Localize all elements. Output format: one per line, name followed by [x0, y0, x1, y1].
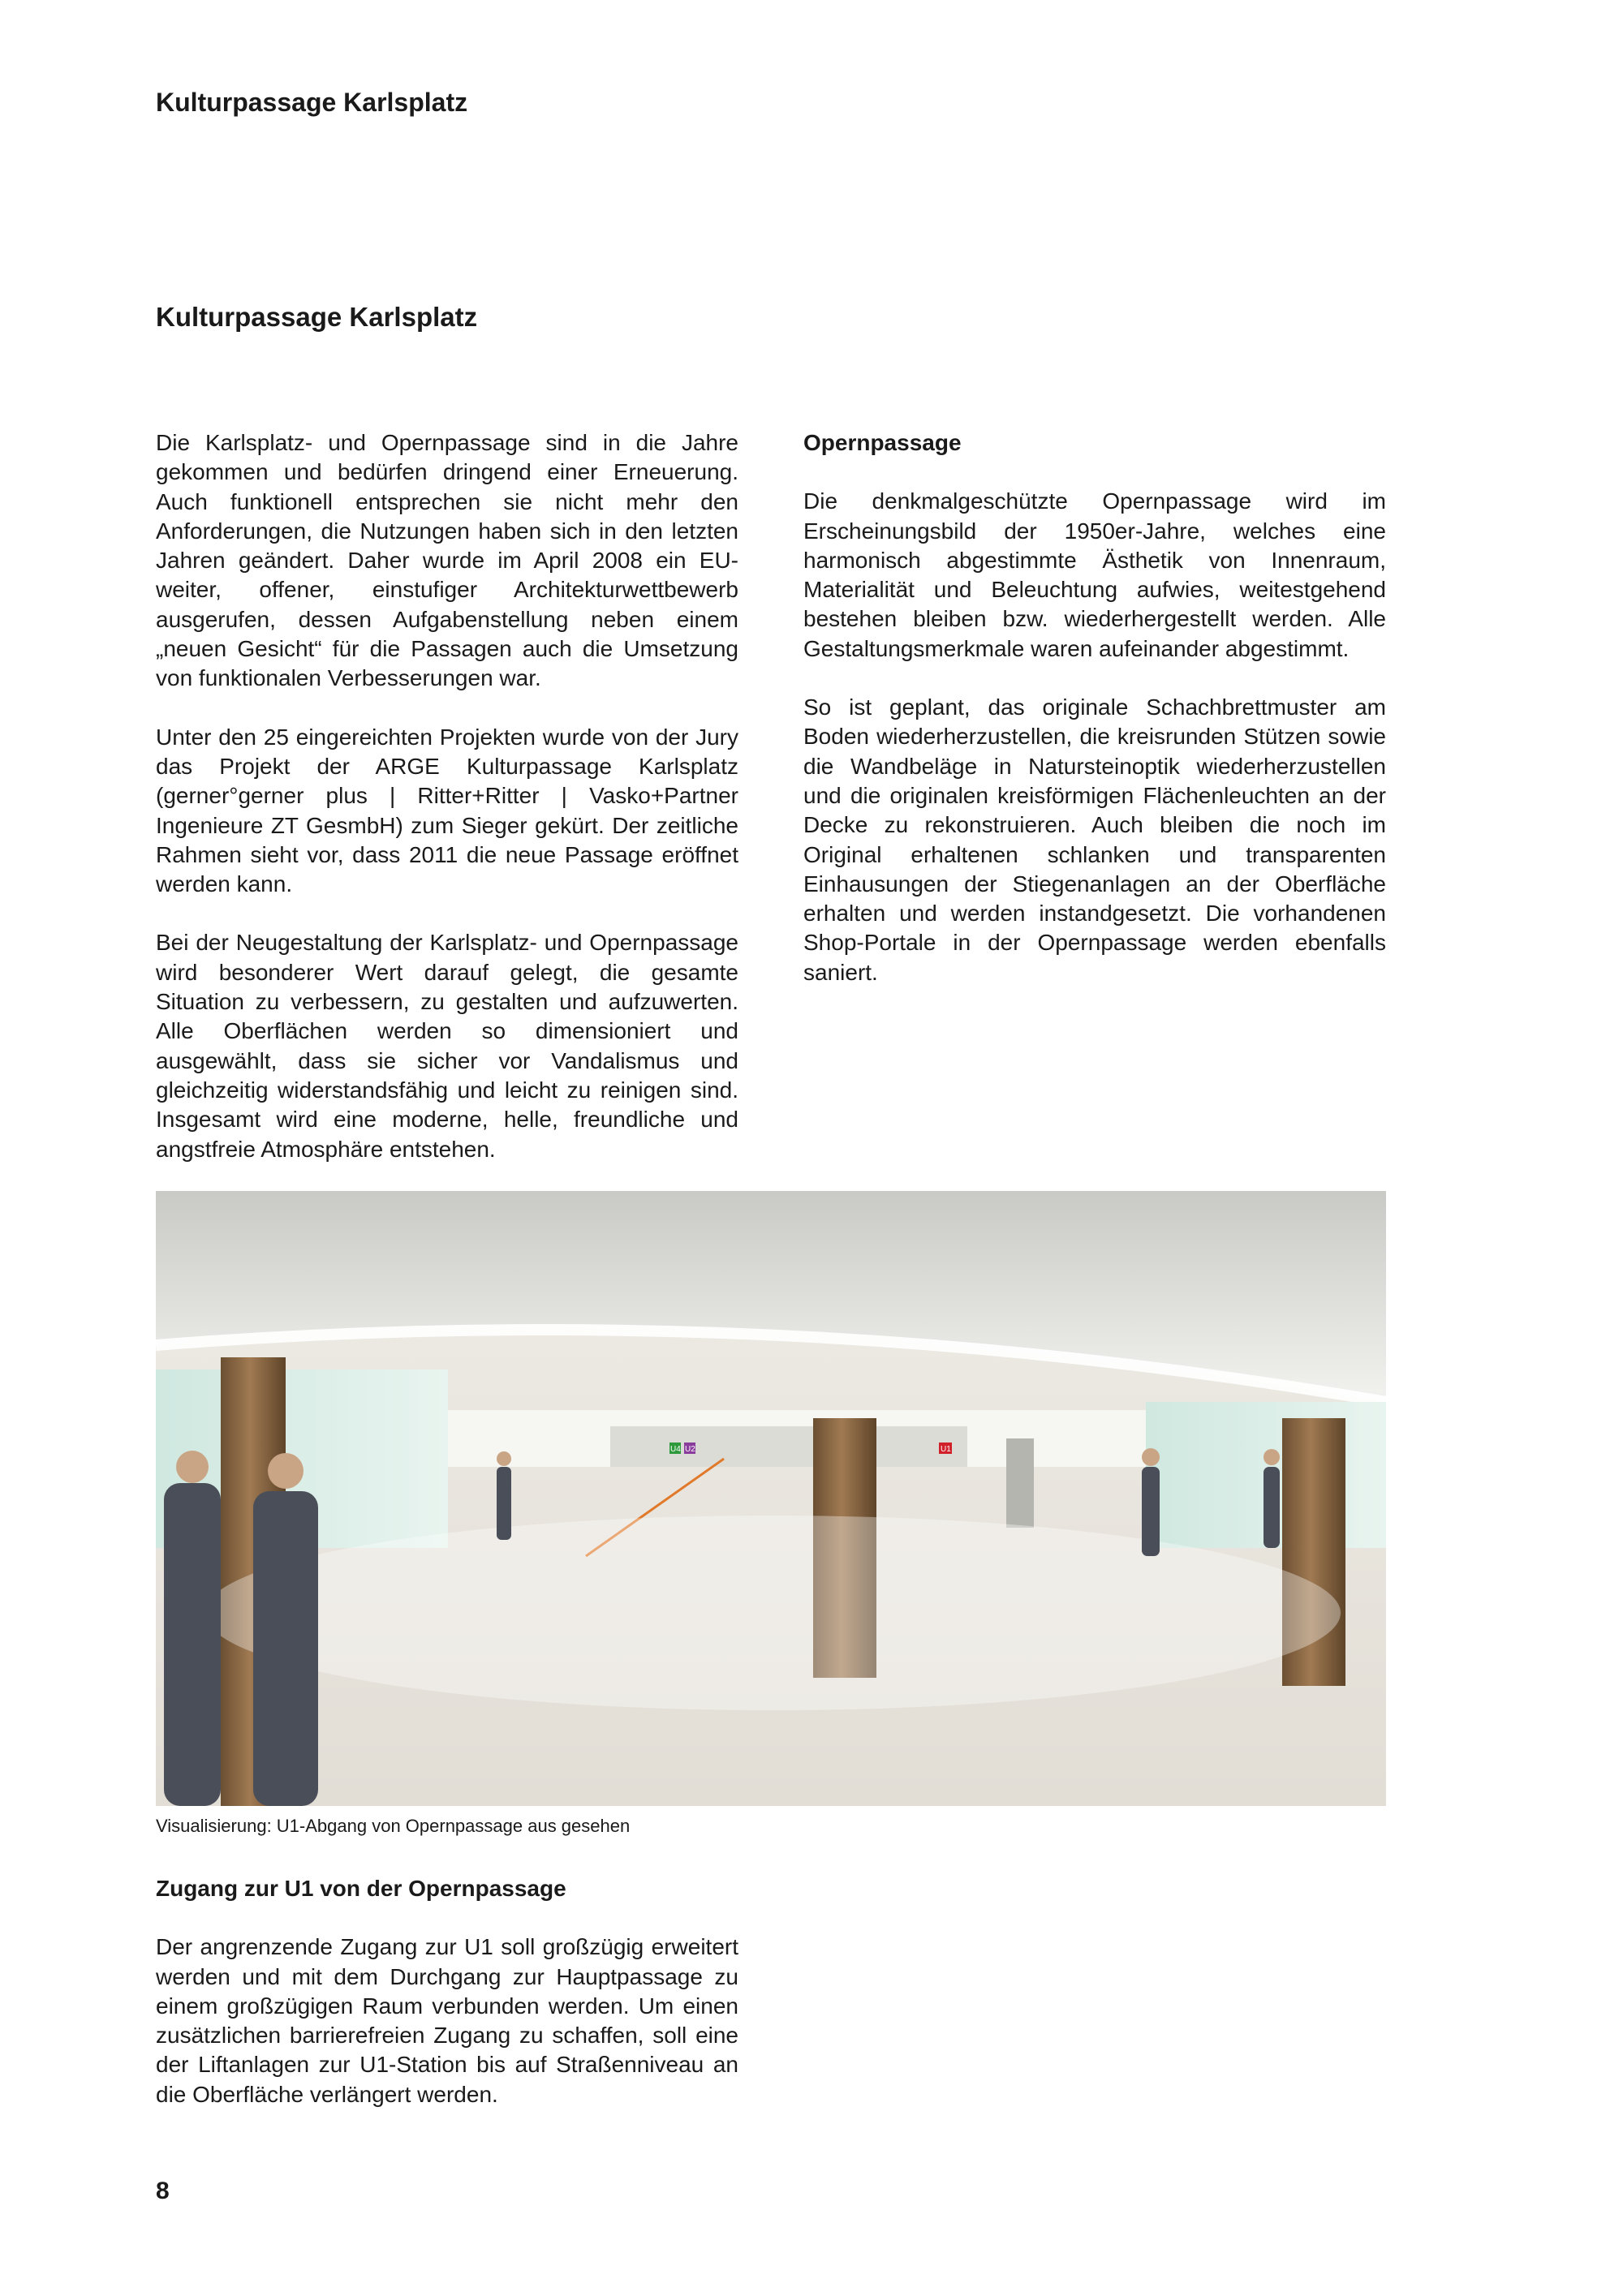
- u1-sign: U1: [941, 1445, 951, 1454]
- paragraph: Die Karlsplatz- und Opernpassage sind in die Jahre gekommen und bedürfen dringend einer Erneuerung. Auch funktionell entsprechen sie nicht mehr den Anforderungen, die Nutzungen haben sich in den letzten Jahren geändert. Daher wurde im April 2008 ein EU-weiter, offener, einstufiger Architekturwettbewerb ausgerufen, dessen Aufgabenstellung neben einem „neuen Gesicht“ für die Passagen auch die Umsetzung von funktionalen Verbesserungen war.: [156, 430, 738, 691]
- right-column: [803, 428, 1386, 1017]
- running-header: Kulturpassage Karlsplatz: [156, 88, 468, 117]
- left-column: [156, 428, 738, 1193]
- subheading-opernpassage: Opernpassage: [803, 430, 962, 455]
- bottom-section: [156, 1874, 738, 2139]
- visualization-image: [156, 1191, 1386, 1806]
- paragraph: Bei der Neugestaltung der Karlsplatz- und Opernpassage wird besonderer Wert darauf gelegt, die gesamte Situation zu verbessern, zu gestalten und aufzuwerten. Alle Oberflächen werden so dimensioniert und ausgewählt, dass sie sicher vor Vandalismus und gleichzeitig widerstandsfähig und leicht zu reinigen sind. Insgesamt wird eine moderne, helle, freundliche und angstfreie Atmosphäre entstehen.: [156, 930, 738, 1162]
- u4-sign: U4: [670, 1445, 681, 1454]
- paragraph: Die denkmalgeschützte Opernpassage wird im Erscheinungsbild der 1950er-Jahre, welches eine harmonisch abgestimmte Ästhetik von Innenraum, Materialität und Beleuchtung aufwies, weitestgehend bestehen bleiben bzw. wiederhergestellt werden. Alle Gestaltungsmerkmale waren aufeinander abgestimmt.: [803, 488, 1386, 661]
- page-number: 8: [156, 2178, 170, 2204]
- u2-sign: U2: [685, 1445, 695, 1454]
- figure-caption: Visualisierung: U1-Abgang von Opernpassage aus gesehen: [156, 1816, 631, 1836]
- paragraph: So ist geplant, das originale Schachbrettmuster am Boden wiederherzustellen, die kreisrunden Stützen sowie die Wandbeläge in Natursteinoptik wiederherzustellen und die originalen kreisförmigen Flächenleuchten an der Decke zu rekonstruieren. Auch bleiben die noch im Original erhaltenen schlanken und transparenten Einhausungen der Stiegenanlagen an der Oberfläche erhalten und werden instandgesetzt. Die vorhandenen Shop-Portale in der Opernpassage werden ebenfalls saniert.: [803, 694, 1386, 985]
- paragraph: Unter den 25 eingereichten Projekten wurde von der Jury das Projekt der ARGE Kulturpassage Karlsplatz (gerner°gerner plus | Ritter+Ritter | Vasko+Partner Ingenieure ZT GesmbH) zum Sieger gekürt. Der zeitliche Rahmen sieht vor, dass 2011 die neue Passage eröffnet werden kann.: [156, 724, 738, 897]
- subheading-u1-access: Zugang zur U1 von der Opernpassage: [156, 1876, 566, 1901]
- section-title: Kulturpassage Karlsplatz: [156, 302, 478, 332]
- paragraph: Der angrenzende Zugang zur U1 soll großzügig erweitert werden und mit dem Durchgang zur Hauptpassage zu einem großzügigen Raum verbunden werden. Um einen zusätzlichen barrierefreien Zugang zu schaffen, soll eine der Liftanlagen zur U1-Station bis auf Straßenniveau an die Oberfläche verlängert werden.: [156, 1934, 738, 2107]
